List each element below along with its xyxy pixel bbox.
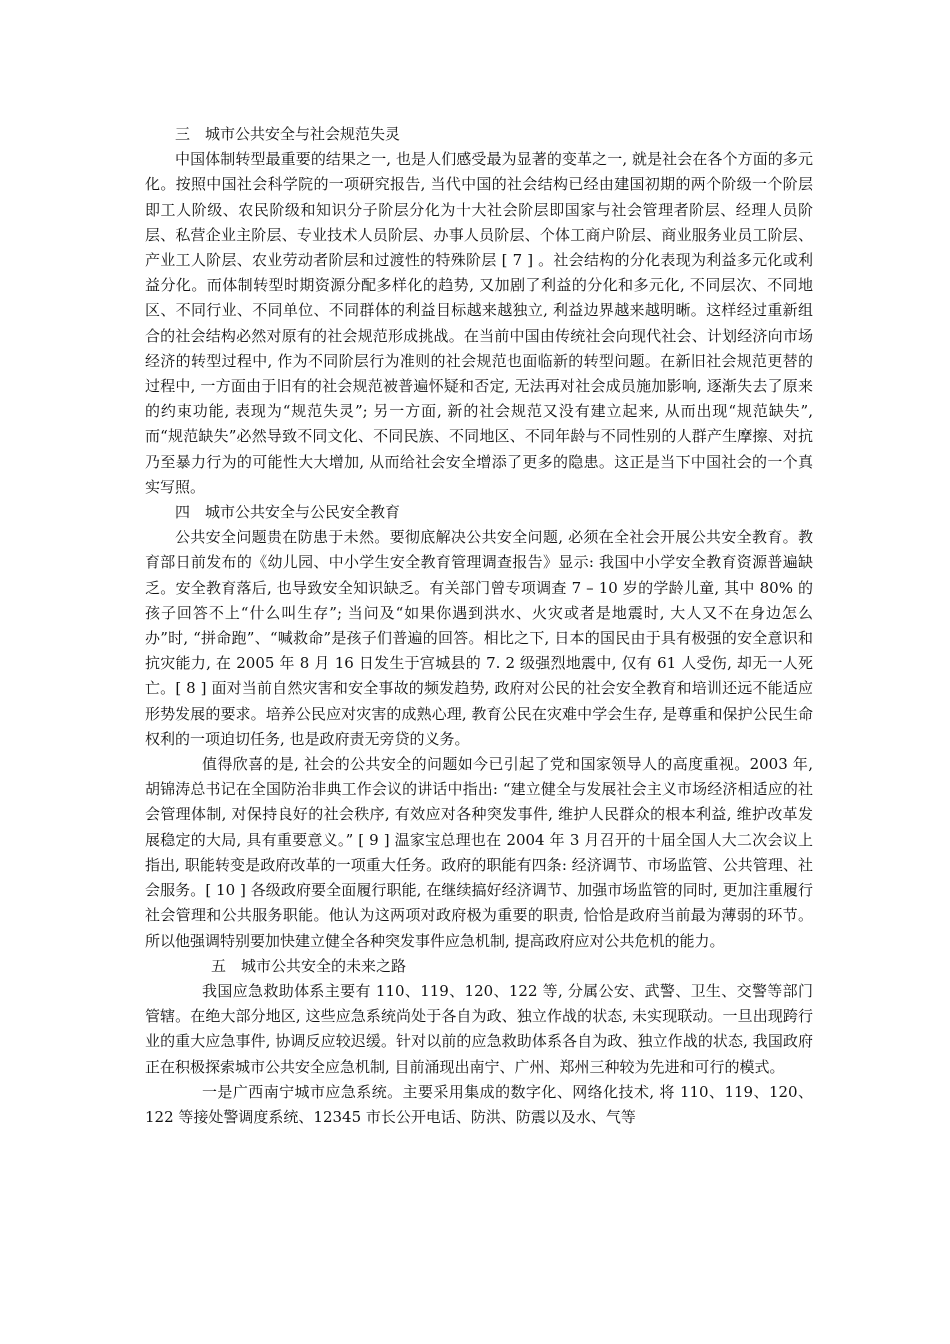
section-heading: 四 城市公共安全与公民安全教育 <box>175 503 401 522</box>
section-heading: 五 城市公共安全的未来之路 <box>211 956 407 975</box>
paragraph: 我国应急救助体系主要有 110、119、120、122 等, 分属公安、武警、卫生、交警等部门管辖。在绝大部分地区, 这些应急系统尚处于各自为政、独立作战的状态, 未实现联动。一旦出现跨行业的重大应急事件, 协调反应较迟缓。针对以前的应急救助体系各自为政、独立作战的状态, 我国政府正在积极探索城市公共安全应急机制, 目前涌现出南宁、广州、郑州三种较为先进和可行的模式。 <box>145 981 813 1076</box>
paragraph: 值得欣喜的是, 社会的公共安全的问题如今已引起了党和国家领导人的高度重视。2003 年, 胡锦涛总书记在全国防治非典工作会议的讲话中指出: “建立健全与发展社会主义市场经济相适应的社会管理体制, 对保持良好的社会秩序, 有效应对各种突发事件, 维护人民群众的根本利益, 维护改革发展稳定的大局, 具有重要意义。” [ 9 ] 温家宝总理也在 2004 年 3 月召开的十届全国人大二次会议上指出, 职能转变是政府改革的一项重大任务。政府的职能有四条: 经济调节、市场监管、公共管理、社会服务。[ 10 ] 各级政府要全面履行职能, 在继续搞好经济调节、加强市场监管的同时, 更加注重履行社会管理和公共服务职能。他认为这两项对政府极为重要的职责, 恰恰是政府当前最为薄弱的环节。所以他强调特别要加快建立健全各种突发事件应急机制, 提高政府应对公共危机的能力。 <box>145 755 813 950</box>
paragraph: 公共安全问题贵在防患于未然。要彻底解决公共安全问题, 必须在全社会开展公共安全教育。教育部日前发布的《幼儿园、中小学生安全教育管理调查报告》显示: 我国中小学安全教育资源普遍缺乏。安全教育落后, 也导致安全知识缺乏。有关部门曾专项调查 7 – 10 岁的学龄儿童, 其中 80% 的孩子回答不上“什么叫生存”; 当问及“如果你遇到洪水、火灾或者是地震时, 大人又不在身边怎么办”时, “拼命跑”、“喊救命”是孩子们普遍的回答。相比之下, 日本的国民由于具有极强的安全意识和抗灾能力, 在 2005 年 8 月 16 日发生于宫城县的 7. 2 级强烈地震中, 仅有 61 人受伤, 却无一人死亡。[ 8 ] 面对当前自然灾害和安全事故的频发趋势, 政府对公民的社会安全教育和培训还远不能适应形势发展的要求。培养公民应对灾害的成熟心理, 教育公民在灾难中学会生存, 是尊重和保护公民生命权利的一项迫切任务, 也是政府责无旁贷的义务。 <box>145 528 813 748</box>
paragraph: 一是广西南宁城市应急系统。主要采用集成的数字化、网络化技术, 将 110、119、120、122 等接处警调度系统、12345 市长公开电话、防洪、防震以及水、气等 <box>145 1082 813 1126</box>
paragraph: 中国体制转型最重要的结果之一, 也是人们感受最为显著的变革之一, 就是社会在各个方面的多元化。按照中国社会科学院的一项研究报告, 当代中国的社会结构已经由建国初期的两个阶级一个阶层即工人阶级、农民阶级和知识分子阶层分化为十大社会阶层即国家与社会管理者阶层、经理人员阶层、私营企业主阶层、专业技术人员阶层、办事人员阶层、个体工商户阶层、商业服务业员工阶层、产业工人阶层、农业劳动者阶层和过渡性的特殊阶层 [ 7 ] 。社会结构的分化表现为利益多元化或利益分化。而体制转型时期资源分配多样化的趋势, 又加剧了利益的分化和多元化, 不同层次、不同地区、不同行业、不同单位、不同群体的利益目标越来越独立, 利益边界越来越明晰。这样经过重新组合的社会结构必然对原有的社会规范形成挑战。在当前中国由传统社会向现代社会、计划经济向市场经济的转型过程中, 作为不同阶层行为准则的社会规范也面临新的转型问题。在新旧社会规范更替的过程中, 一方面由于旧有的社会规范被普遍怀疑和否定, 无法再对社会成员施加影响, 逐渐失去了原来的约束功能, 表现为“规范失灵”; 另一方面, 新的社会规范又没有建立起来, 从而出现“规范缺失”, 而“规范缺失”必然导致不同文化、不同民族、不同地区、不同年龄与不同性别的人群产生摩擦、对抗乃至暴力行为的可能性大大增加, 从而给社会安全增添了更多的隐患。这正是当下中国社会的一个真实写照。 <box>145 150 813 496</box>
section-heading: 三 城市公共安全与社会规范失灵 <box>175 125 401 143</box>
document-page <box>145 122 813 1130</box>
